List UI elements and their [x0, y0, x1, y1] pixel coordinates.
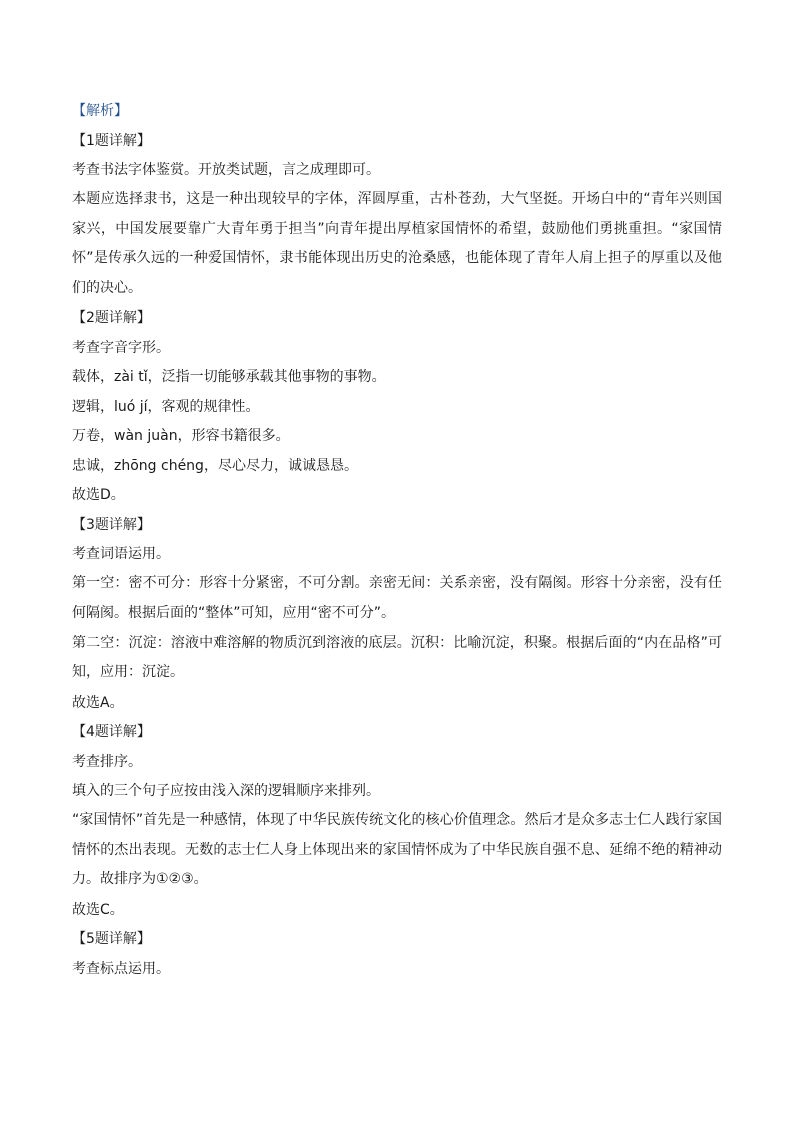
q1-heading: 【1题详解】	[72, 132, 151, 149]
q2-item: 忠诚，zhōng chéng，尽心尽力，诚诚恳恳。	[72, 457, 358, 474]
q2-item: 逻辑，luó jí，客观的规律性。	[72, 398, 260, 415]
q3-type: 考查词语运用。	[72, 546, 170, 562]
q4-type: 考查排序。	[72, 753, 142, 770]
q4-explanation: “家国情怀”首先是一种感情，体现了中华民族传统文化的核心价值理念。然后才是众多志士仁人践行家国情怀的杰出表现。无数的志士仁人身上体现出来的家国情怀成为了中华民族自强不息、延绵不绝的精神动力。故排序为①②③。	[72, 812, 722, 887]
q1-explanation: 本题应选择隶书，这是一种出现较早的字体，浑圆厚重，古朴苍劲，大气坚挺。开场白中的“青年兴则国家兴，中国发展要靠广大青年勇于担当”向青年提出厚植家国情怀的希望，鼓励他们勇挑重担。“家国情怀”是传承久远的一种爱国情怀，隶书能体现出历史的沧桑感，也能体现了青年人肩上担子的厚重以及他们的决心。	[72, 191, 722, 296]
q3-blank2: 第二空：沉淀：溶液中难溶解的物质沉到溶液的底层。沉积：比喻沉淀，积聚。根据后面的“内在品格”可知，应用：沉淀。	[72, 634, 722, 680]
analysis-heading: 【解析】	[72, 103, 128, 119]
q3-blank1: 第一空：密不可分：形容十分紧密，不可分割。亲密无间：关系亲密，没有隔阂。形容十分亲密，没有任何隔阂。根据后面的“整体”可知，应用“密不可分”。	[72, 575, 722, 621]
q5-heading: 【5题详解】	[72, 931, 151, 947]
q2-item: 万卷，wàn juàn，形容书籍很多。	[72, 428, 290, 444]
q4-answer: 故选C。	[72, 901, 124, 918]
q2-heading: 【2题详解】	[72, 310, 151, 326]
q1-type: 考查书法字体鉴赏。开放类试题，言之成理即可。	[72, 162, 380, 178]
q2-item: 载体，zài tǐ，泛指一切能够承载其他事物的事物。	[72, 369, 386, 385]
q4-heading: 【4题详解】	[72, 724, 151, 740]
q5-type: 考查标点运用。	[72, 960, 170, 977]
q3-answer: 故选A。	[72, 694, 124, 711]
q3-heading: 【3题详解】	[72, 516, 151, 533]
q4-intro: 填入的三个句子应按由浅入深的逻辑顺序来排列。	[72, 783, 380, 799]
q2-answer: 故选D。	[72, 487, 125, 503]
q2-type: 考查字音字形。	[72, 339, 170, 356]
document-page	[72, 101, 722, 988]
